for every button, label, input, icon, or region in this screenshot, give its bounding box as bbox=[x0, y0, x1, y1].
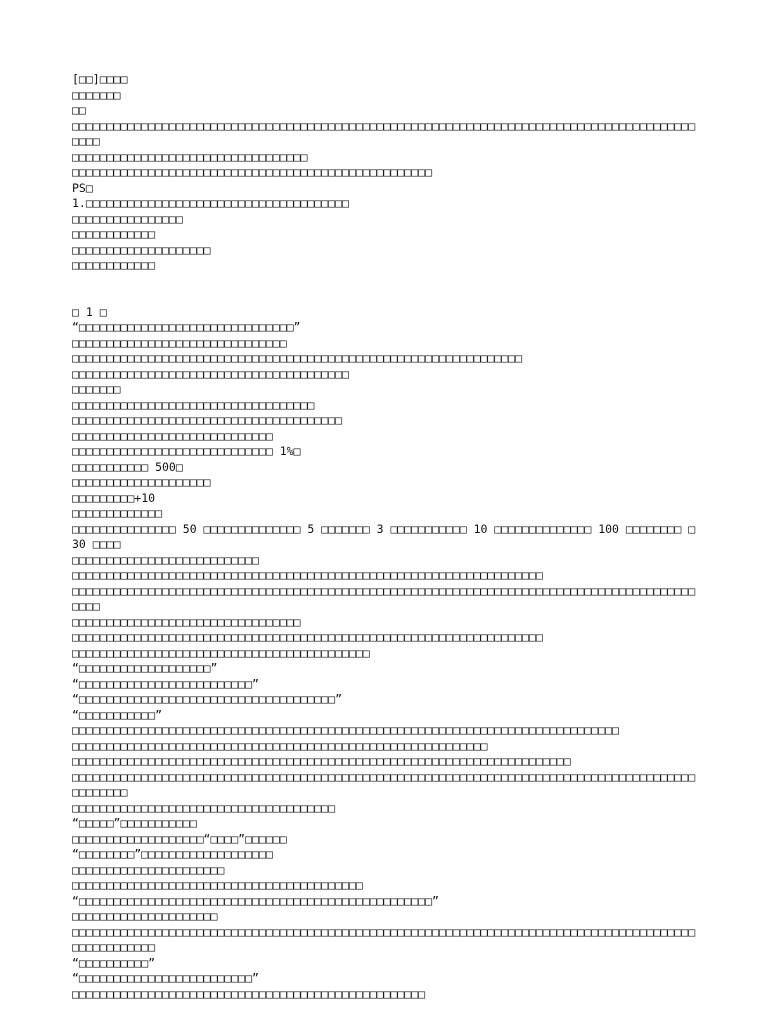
text-line: □□□□□□□□□□□□□□□□□□□□□□□□□□□□□□□ bbox=[72, 335, 287, 350]
text-line: □□□□□□□□□□□□□□□□□□□□□□□□□□□□□□□□□□□□□□□□□□□□□□□□□□□ bbox=[72, 986, 426, 1001]
text-line: □□□□□□□□□□□□□□□□□□□□□□□□□□□□□ bbox=[72, 428, 273, 443]
text-line: □□□□□□□□□□□□□□□□□□□□□□□□□□□□□□□□□ bbox=[72, 614, 301, 629]
text-line: □□□□□□□ bbox=[72, 87, 121, 102]
text-line: □□□□□□□□□□□□□□□□□□□□ bbox=[72, 475, 211, 489]
text-line: “□□□□□□□□□□□□□□□□□□□□□□□□□” bbox=[72, 676, 259, 691]
text-line: □□□□□□□□□□□□□□□□□□□□□□□□□□□□□□□□□□□□□□□□□□□□□□□□□□□□□□□□□□□□□□□□□□□□ bbox=[72, 568, 543, 582]
text-line: □□□□□□□□□□□□□□□□□□□□ bbox=[72, 242, 211, 257]
text-line: □□□□□□□□□□□□□□□□ bbox=[72, 211, 183, 226]
text-line: □□□□□□□□□□□□□ bbox=[72, 506, 163, 520]
text-line: □□□□□□□□□+10 bbox=[72, 490, 156, 505]
text-line: “□□□□□□□□□□□□□□□□□□□□□□□□□□□□□□□□□□□□□□□□□□□□□□□□□□□” bbox=[72, 893, 439, 908]
text-line: 1.□□□□□□□□□□□□□□□□□□□□□□□□□□□□□□□□□□□□□□ bbox=[72, 196, 349, 210]
text-line: □□□□□□□□□□□□□□□□□□□□□□□□□□□□□□□□□□□□□□□□□□□□□□□□□□□□□□□□□□□□□□□□□□□□□□□□□□□□□□□□□□□□□□□□□□□□□□ bbox=[72, 118, 696, 148]
text-line: □□□□□□□□□□□□□□□□□□□□□□□□□□□□□□□□□□□□□□□□□□□□□□□□□□□□□□□□□□□□□□□□□□□□□□□□□□□□□□□□□□□□□□□□□□□□□□□□□□ bbox=[72, 769, 696, 799]
header-block bbox=[72, 72, 698, 274]
text-line: □□□□□□□□□□□□□□□□□□□□□□□□□□□□□□□□□□□□□□□ bbox=[72, 413, 343, 427]
text-line: □□□□□□□□□□□□□□□□□□□□□□□□□□□□□□□□□□□□□□□□□□□□□□□□□□□□□□□□□□□□□□□□□□□□ bbox=[72, 630, 543, 644]
text-line: □□ bbox=[72, 103, 86, 117]
document-title: [□□]□□□□ bbox=[72, 72, 128, 86]
text-line: “□□□□□□□□□□□□□□□□□□□□□□□□□” bbox=[72, 971, 259, 985]
text-line: “□□□□□□□□□□□” bbox=[72, 707, 163, 722]
text-line: □□□□□□□□□□□□□□□□□□□□□□□□□□□□□ 1%□ bbox=[72, 444, 301, 458]
text-line: “□□□□□□□□□□□□□□□□□□□” bbox=[72, 661, 218, 675]
text-line: □□□□□□□□□□□□□□□□□□□□□□□□□□□□□□□□□□□□□□□□□□□□□□□□□□□□□□□□□□□□□□□□□□□□□□□□□□□□□□□ bbox=[72, 723, 619, 737]
section-gap bbox=[72, 274, 698, 305]
text-line: □□□□□□□□□□□□□□□□□□□□□□□□□□□□□□□□□□□□□□□□□□ bbox=[72, 878, 363, 892]
text-line: □□□□□□□□□□□□□□□□□□□□□□□□□□□□□□□□□□□□□□ bbox=[72, 800, 336, 815]
text-line: □□□□□□□□□□□□□□□ 50 □□□□□□□□□□□□□□ 5 □□□□□□□ 3 □□□□□□□□□□□ 10 □□□□□□□□□□□□□□ 100 □□□□□□□□ □ 30 □□□□ bbox=[72, 521, 703, 551]
text-line: “□□□□□□□□□□□□□□□□□□□□□□□□□□□□□□□□□□□□□” bbox=[72, 692, 343, 706]
text-line: “□□□□□”□□□□□□□□□□□ bbox=[72, 816, 197, 830]
chapter-heading: □ 1 □ bbox=[72, 304, 107, 319]
text-line: □□□□□□□□□□□□□□□□□□□“□□□□”□□□□□□ bbox=[72, 831, 287, 846]
text-line: “□□□□□□□□”□□□□□□□□□□□□□□□□□□□ bbox=[72, 847, 273, 861]
document-page bbox=[72, 72, 703, 1002]
text-line: □□□□□□□□□□□□□□□□□□□□□ bbox=[72, 909, 218, 923]
text-line: □□□□□□□□□□□ 500□ bbox=[72, 459, 183, 474]
text-line: □□□□□□□ bbox=[72, 382, 121, 396]
text-line: □□□□□□□□□□□□□□□□□□□□□□□□□□□ bbox=[72, 552, 259, 567]
text-line: □□□□□□□□□□□□□□□□□□□□□□□□□□□□□□□□□□□□□□□□ bbox=[72, 366, 349, 381]
text-line: □□□□□□□□□□□□□□□□□□□□□□□□□□□□□□□□□□□□□□□□□□□□□□□□□□□□□□□□□□□□□□□□□ bbox=[72, 351, 523, 365]
text-line: □□□□□□□□□□□□□□□□□□□□□□ bbox=[72, 862, 225, 877]
text-line: □□□□□□□□□□□□□□□□□□□□□□□□□□□□□□□□□□□□□□□□□□□□□□□□□□□□□□□□□□□□□□□□□□□□□□□□□□□□□□□□□□□□□□□□□□□□□□ bbox=[72, 583, 696, 613]
chapter-block bbox=[72, 304, 703, 1003]
text-line: □□□□□□□□□□□□□□□□□□□□□□□□□□□□□□□□□□□□□□□□□□□□□□□□□□□□□□□□□□□□□□□□□□□□□□□□ bbox=[72, 754, 571, 768]
text-line: □□□□□□□□□□□□□□□□□□□□□□□□□□□□□□□□□□□ bbox=[72, 397, 315, 412]
text-line: “□□□□□□□□□□” bbox=[72, 955, 156, 970]
text-line: □□□□□□□□□□□□□□□□□□□□□□□□□□□□□□□□□□□□□□□□□□□□□□□□□□□□□□□□□□□□ bbox=[72, 738, 488, 753]
text-line: □□□□□□□□□□□□ bbox=[72, 227, 156, 241]
text-line: □□□□□□□□□□□□□□□□□□□□□□□□□□□□□□□□□□□□□□□□□□□□□□□□□□□□ bbox=[72, 165, 433, 179]
text-line: “□□□□□□□□□□□□□□□□□□□□□□□□□□□□□□□” bbox=[72, 320, 301, 334]
text-line: □□□□□□□□□□□□ bbox=[72, 258, 156, 272]
text-line: □□□□□□□□□□□□□□□□□□□□□□□□□□□□□□□□□□□□□□□□□□□ bbox=[72, 645, 370, 660]
text-line: PS□ bbox=[72, 180, 93, 195]
text-line: □□□□□□□□□□□□□□□□□□□□□□□□□□□□□□□□□□ bbox=[72, 149, 308, 164]
text-line: □□□□□□□□□□□□□□□□□□□□□□□□□□□□□□□□□□□□□□□□□□□□□□□□□□□□□□□□□□□□□□□□□□□□□□□□□□□□□□□□□□□□□□□□□□□□□□□□□□□□□□ bbox=[72, 924, 696, 954]
